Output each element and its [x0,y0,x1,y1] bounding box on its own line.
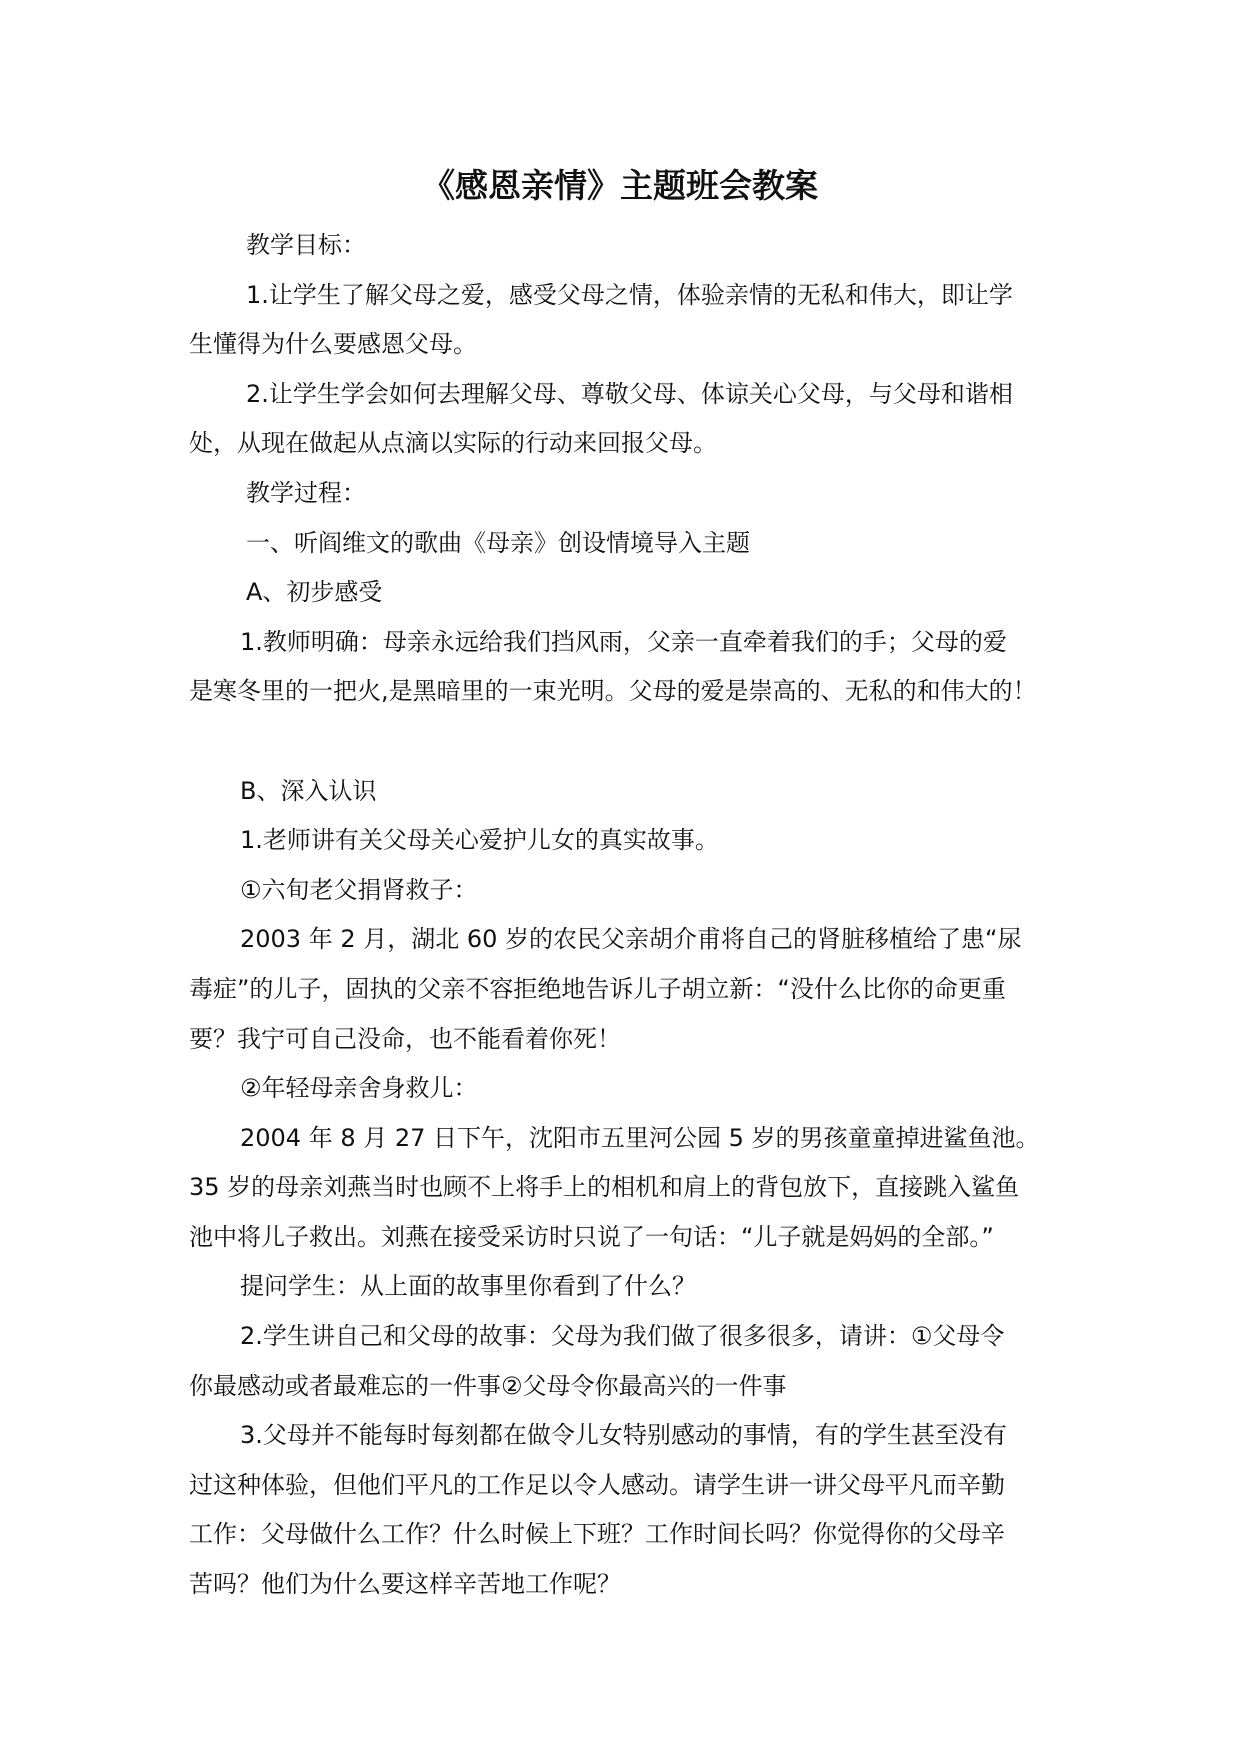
paragraph-line: 要？我宁可自己没命，也不能看着你死！ [189,1024,621,1053]
document-body [189,221,1089,1610]
paragraph-line: 提问学生：从上面的故事里你看到了什么？ [240,1272,696,1301]
paragraph-line: 35 岁的母亲刘燕当时也顾不上将手上的相机和肩上的背包放下，直接跳入鲨鱼 [189,1173,1020,1202]
heading-teaching-process: 教学过程： [246,478,366,507]
paragraph-line: 2004 年 8 月 27 日下午，沈阳市五里河公园 5 岁的男孩童童掉进鲨鱼池。 [240,1123,1040,1152]
subsection-heading: B、深入认识 [240,776,377,805]
section-heading: 一、听阎维文的歌曲《母亲》创设情境导入主题 [246,528,750,557]
paragraph-line: 苦吗？他们为什么要这样辛苦地工作呢？ [189,1570,621,1599]
paragraph-line: 过这种体验，但他们平凡的工作足以令人感动。请学生讲一讲父母平凡而辛勤 [189,1470,1005,1499]
paragraph-line: 处，从现在做起从点滴以实际的行动来回报父母。 [189,429,717,458]
heading-teaching-goals: 教学目标： [246,231,366,259]
paragraph-line: 2003 年 2 月，湖北 60 岁的农民父亲胡介甫将自己的肾脏移植给了患“尿 [240,925,1022,954]
story-heading: ②年轻母亲舍身救儿： [240,1074,478,1103]
story-heading: ①六旬老父捐肾救子： [240,875,478,904]
paragraph-line: 2.让学生学会如何去理解父母、尊敬父母、体谅关心父母，与父母和谐相 [246,379,1013,408]
subsection-heading: A、初步感受 [246,578,383,607]
paragraph-line: 工作：父母做什么工作？什么时候上下班？工作时间长吗？你觉得你的父母辛 [189,1520,1005,1549]
paragraph-line: 毒症”的儿子，固执的父亲不容拒绝地告诉儿子胡立新：“没什么比你的命更重 [189,974,1006,1003]
paragraph-line: 1.教师明确：母亲永远给我们挡风雨，父亲一直牵着我们的手；父母的爱 [240,627,1007,656]
paragraph-line: 2.学生讲自己和父母的故事：父母为我们做了很多很多，请讲：①父母令 [240,1322,1005,1351]
document-title: 《感恩亲情》主题班会教案 [422,166,818,205]
paragraph-line: 你最感动或者最难忘的一件事②父母令你最高兴的一件事 [189,1371,787,1400]
paragraph-line: 池中将儿子救出。刘燕在接受采访时只说了一句话：“儿子就是妈妈的全部。” [189,1222,994,1251]
blank-line [189,717,1089,767]
paragraph-line: 1.让学生了解父母之爱，感受父母之情，体验亲情的无私和伟大，即让学 [246,280,1013,309]
paragraph-line: 是寒冬里的一把火,是黑暗里的一束光明。父母的爱是崇高的、无私的和伟大的！ [189,677,1037,706]
paragraph-line: 1.老师讲有关父母关心爱护儿女的真实故事。 [240,826,719,855]
paragraph-line: 生懂得为什么要感恩父母。 [189,330,477,359]
paragraph-line: 3.父母并不能每时每刻都在做令儿女特别感动的事情，有的学生甚至没有 [240,1421,1007,1450]
